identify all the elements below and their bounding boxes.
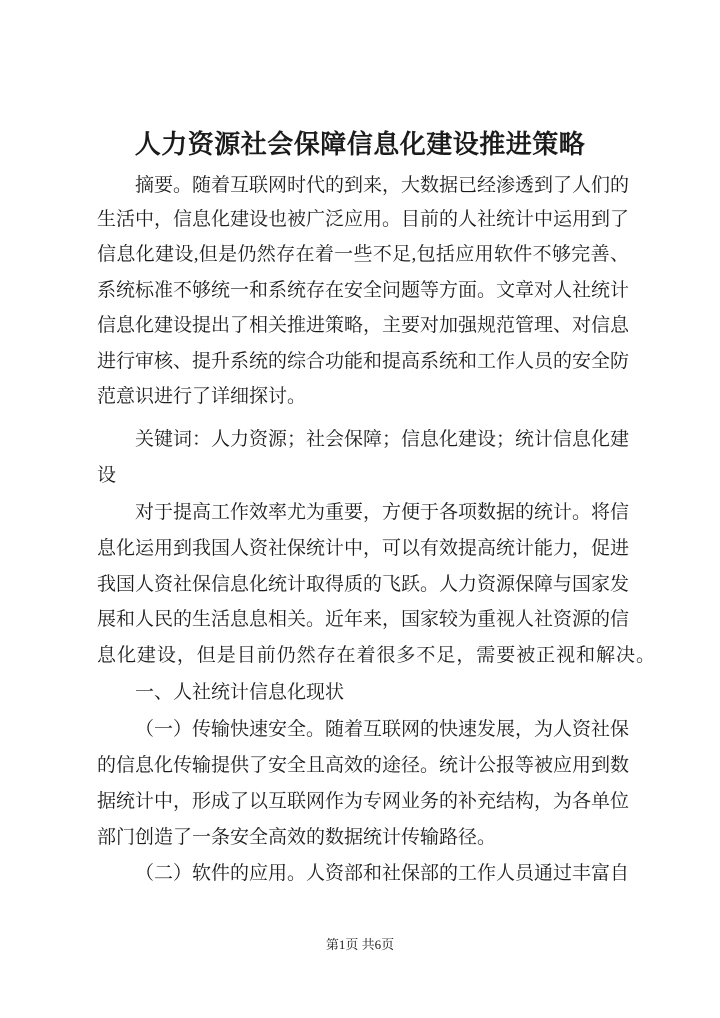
abstract-line: 生活中，信息化建设也被广泛应用。目前的人社统计中运用到了 bbox=[97, 209, 630, 230]
subsection-line: 据统计中，形成了以互联网作为专网业务的补充结构，为各单位 bbox=[97, 791, 630, 812]
abstract-line: 信息化建设,但是仍然存在着一些不足,包括应用软件不够完善、 bbox=[97, 244, 629, 265]
keywords-line: 设 bbox=[97, 465, 117, 486]
abstract-line: 信息化建设提出了相关推进策略，主要对加强规范管理、对信息 bbox=[97, 315, 630, 336]
intro-line: 息化运用到我国人资社保统计中，可以有效提高统计能力，促进 bbox=[97, 538, 630, 559]
intro-line: 对于提高工作效率尤为重要，方便于各项数据的统计。将信 bbox=[135, 502, 630, 523]
section-heading: 一、人社统计信息化现状 bbox=[135, 682, 345, 703]
abstract-line: 系统标准不够统一和系统存在安全问题等方面。文章对人社统计 bbox=[97, 280, 630, 301]
abstract-line: 范意识进行了详细探讨。 bbox=[97, 386, 307, 407]
subsection-line: （一）传输快速安全。随着互联网的快速发展，为人资社保 bbox=[135, 719, 630, 740]
intro-line: 我国人资社保信息化统计取得质的飞跃。人力资源保障与国家发 bbox=[97, 574, 630, 595]
subsection-line: 的信息化传输提供了安全且高效的途径。统计公报等被应用到数 bbox=[97, 755, 630, 776]
abstract-line: 进行审核、提升系统的综合功能和提高系统和工作人员的安全防 bbox=[97, 351, 630, 372]
abstract-line: 摘要。随着互联网时代的到来，大数据已经渗透到了人们的 bbox=[135, 175, 630, 196]
keywords-line: 关键词：人力资源；社会保障；信息化建设；统计信息化建 bbox=[135, 429, 630, 450]
subsection-line: 部门创造了一条安全高效的数据统计传输路径。 bbox=[97, 827, 497, 848]
intro-line: 展和人民的生活息息相关。近年来，国家较为重视人社资源的信 bbox=[97, 609, 630, 630]
intro-line: 息化建设，但是目前仍然存在着很多不足，需要被正视和解决。 bbox=[97, 645, 655, 666]
subsection-line: （二）软件的应用。人资部和社保部的工作人员通过丰富自 bbox=[135, 863, 630, 884]
document-title: 人力资源社会保障信息化建设推进策略 bbox=[134, 130, 586, 159]
page-indicator: 第1页 共6页 bbox=[325, 937, 395, 952]
